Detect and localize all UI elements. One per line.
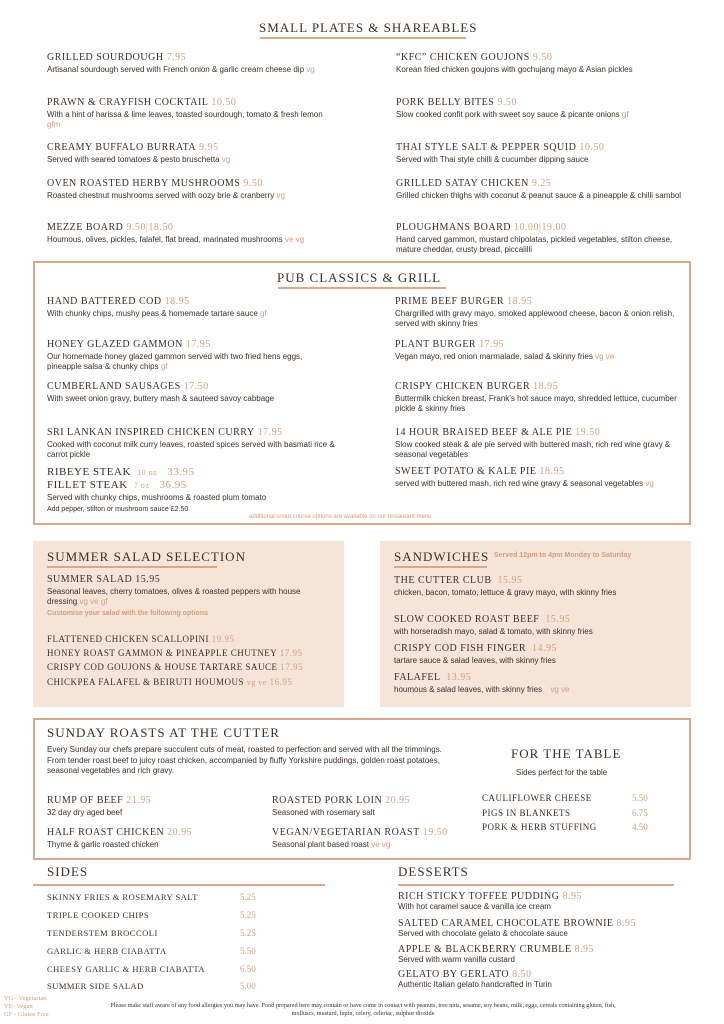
desserts-underline bbox=[398, 884, 674, 886]
sunday-roasts-intro: Every Sunday our chefs prepare succulent cuts of meat, roasted to perfection and served with all the trimmings. From tender roast beef to juicy roast chicken, accompanied by fluffy Yorkshire puddings, golden roast potatoes, seasonal vegetables and rich gravy. bbox=[47, 745, 442, 775]
menu-item: PLANT BURGER 17.95 Vegan mayo, red onion marmalade, salad & skinny fries vg ve bbox=[395, 339, 615, 361]
salad-item: SUMMER SALAD 15.95 Seasonal leaves, cherry tomatoes, olives & roasted peppers with house dressing vg ve gf Customise your salad with the following options bbox=[47, 574, 317, 617]
for-the-table-sub: Sides perfect for the table bbox=[516, 768, 608, 777]
menu-item: PLOUGHMANS BOARD 10.00|19.00 Hand carved gammon, mustard chipolatas, pickled vegetables, stilton cheese, mature cheddar, crusty bread, piccalilli bbox=[396, 222, 673, 254]
menu-item: PRAWN & CRAYFISH COCKTAIL 10.50 With a hint of harissa & lime leaves, toasted sourdough, tomato & fresh lemon gfm bbox=[47, 97, 323, 129]
side-item: TENDERSTEM BROCCOLI bbox=[47, 928, 158, 938]
sandwich-item: FALAFEL 13.95 houmous & salad leaves, with skinny fries vg ve bbox=[394, 672, 570, 694]
menu-item: OVEN ROASTED HERBY MUSHROOMS 9.50 Roasted chestnut mushrooms served with oozy brie & cranberry vg bbox=[47, 178, 285, 200]
sandwiches-underline bbox=[394, 566, 487, 568]
summer-salad-underline bbox=[47, 566, 217, 568]
for-the-table-title: FOR THE TABLE bbox=[511, 746, 622, 761]
sandwich-item: THE CUTTER CLUB 15.95 chicken, bacon, tomato, lettuce & gravy mayo, with skinny fries bbox=[394, 575, 617, 597]
sandwich-item: CRISPY COD FISH FINGER 14.95 tartare sauce & salad leaves, with skinny fries bbox=[394, 643, 558, 665]
menu-item: GRILLED SOURDOUGH 7.95 Artisanal sourdough served with French onion & garlic cream cheese dip vg bbox=[47, 52, 315, 74]
side-item: GARLIC & HERB CIABATTA bbox=[47, 946, 167, 956]
sandwiches-title: SANDWICHES bbox=[394, 549, 490, 564]
side-item: CHEESY GARLIC & HERB CIABATTA bbox=[47, 964, 206, 974]
dessert-item: APPLE & BLACKBERRY CRUMBLE 8.95 Served with warm vanilla custard bbox=[398, 944, 594, 964]
roast-item: ROASTED PORK LOIN 20.95 Seasoned with rosemary salt bbox=[272, 795, 411, 817]
menu-item: HAND BATTERED COD 18.95 With chunky chips, mushy peas & homemade tartare sauce gf bbox=[47, 296, 267, 318]
pub-classics-underline bbox=[278, 287, 446, 289]
table-side-price: 4.50 bbox=[632, 822, 648, 832]
dietary-legend: VG - Vegetarian VE- Vegan GF - Gluten Free bbox=[4, 995, 49, 1018]
pub-classics-footer-note: additional snout course options are available on our restaurant menu bbox=[249, 514, 432, 520]
table-side-item: PORK & HERB STUFFING bbox=[482, 822, 597, 832]
salad-option: HONEY ROAST GAMMON & PINEAPPLE CHUTNEY 17.95 bbox=[47, 648, 303, 658]
steak-desc: Served with chunky chips, mushrooms & roasted plum tomato bbox=[47, 493, 267, 502]
menu-item: SRI LANKAN INSPIRED CHICKEN CURRY 17.95 Cooked with coconut milk curry leaves, roasted spices served with basmati rice & carrot pickle bbox=[47, 427, 335, 459]
table-side-item: CAULIFLOWER CHEESE bbox=[482, 793, 592, 803]
roast-item: VEGAN/VEGETARIAN ROAST 19.50 Seasonal plant based roast ve vg bbox=[272, 827, 448, 849]
menu-item: PORK BELLY BITES 9.50 Slow cooked confit pork with sweet soy sauce & picante onions gf bbox=[396, 97, 629, 119]
menu-item: “KFC” CHICKEN GOUJONS 9.50 Korean fried chicken goujons with gochujang mayo & Asian pickles bbox=[396, 52, 633, 74]
table-side-item: PIGS IN BLANKETS bbox=[482, 808, 571, 818]
menu-item: CREAMY BUFFALO BURRATA 9.95 Served with seared tomatoes & pesto bruschetta vg bbox=[47, 142, 231, 164]
menu-item: MEZZE BOARD 9.50|18.50 Houmous, olives, pickles, falafel, flat bread, marinated mushrooms ve vg bbox=[47, 222, 305, 244]
sunday-roasts-title: SUNDAY ROASTS AT THE CUTTER bbox=[47, 725, 280, 740]
sandwiches-note: Served 12pm to 4pm Monday to Saturday bbox=[494, 552, 632, 559]
table-side-price: 5.50 bbox=[632, 793, 648, 803]
sides-title: SIDES bbox=[47, 864, 89, 879]
small-plates-underline bbox=[260, 37, 466, 39]
small-plates-title: SMALL PLATES & SHAREABLES bbox=[259, 20, 478, 35]
allergen-note: Please make staff aware of any food allergies you may have. Food prepared here may contain or have come in contact with peanuts, tree nuts, sesame, soy beans, milk, eggs, cereals containing gluten, fish, molluscs, mustard, lupin, celery, celeriac, sulphur dioxide bbox=[110, 1002, 616, 1017]
menu-item: THAI STYLE SALT & PEPPER SQUID 10.50 Served with Thai style chilli & cucumber dipping sauce bbox=[396, 142, 605, 164]
sandwich-item: SLOW COOKED ROAST BEEF 15.95 with horseradish mayo, salad & tomato, with skinny fries bbox=[394, 614, 593, 636]
menu-item: GRILLED SATAY CHICKEN 9.25 Grilled chicken thighs with coconut & peanut sauce & a pineapple & chilli sambol bbox=[396, 178, 682, 200]
sides-underline bbox=[33, 884, 325, 886]
menu-item: 14 HOUR BRAISED BEEF & ALE PIE 19.50 Slow cooked steak & ale pie served with buttered mash, rich red wine gravy & seasonal vegetables bbox=[395, 427, 671, 459]
side-price: 5.25 bbox=[240, 910, 256, 920]
summer-salad-title: SUMMER SALAD SELECTION bbox=[47, 549, 246, 564]
dessert-item: RICH STICKY TOFFEE PUDDING 8.95 With hot caramel sauce & vanilla ice cream bbox=[398, 891, 582, 911]
desserts-title: DESSERTS bbox=[398, 864, 469, 879]
side-price: 5.50 bbox=[240, 946, 256, 956]
dessert-item: SALTED CARAMEL CHOCOLATE BROWNIE 8.95 Served with chocolate gelato & chocolate sauce bbox=[398, 918, 637, 938]
pub-classics-title: PUB CLASSICS & GRILL bbox=[277, 270, 442, 285]
menu-item: CUMBERLAND SAUSAGES 17.50 With sweet onion gravy, buttery mash & sauteed savoy cabbage bbox=[47, 381, 275, 403]
side-price: 5.25 bbox=[240, 892, 256, 902]
steak-item: RIBEYE STEAK 10 oz 33.95 FILLET STEAK 7 oz 36.95 Served with chunky chips, mushrooms & roasted plum tomato Add pepper, stilton or mushroom sauce £2.50 bbox=[47, 466, 347, 515]
customise-note: Customise your salad with the following options bbox=[47, 610, 209, 617]
side-item: SKINNY FRIES & ROSEMARY SALT bbox=[47, 892, 198, 902]
menu-item: SWEET POTATO & KALE PIE 18.95 served with buttered mash, rich red wine gravy & seasonal vegetables vg bbox=[395, 466, 654, 488]
side-item: SUMMER SIDE SALAD bbox=[47, 981, 144, 991]
table-side-price: 6.75 bbox=[632, 808, 648, 818]
side-price: 5.25 bbox=[240, 928, 256, 938]
salad-option: FLATTENED CHICKEN SCALLOPINI 19.95 bbox=[47, 634, 235, 644]
menu-item: CRISPY CHICKEN BURGER 18.95 Buttermilk chicken breast, Frank’s hot sauce mayo, shredded lettuce, cucumber pickle & skinny fries bbox=[395, 381, 677, 413]
roast-item: HALF ROAST CHICKEN 20.95 Thyme & garlic roasted chicken bbox=[47, 827, 193, 849]
side-price: 5.00 bbox=[240, 981, 256, 991]
menu-item: PRIME BEEF BURGER 18.95 Chargrilled with gravy mayo, smoked applewood cheese, bacon & onion relish, served with skinny fries bbox=[395, 296, 675, 328]
salad-option: CRISPY COD GOUJONS & HOUSE TARTARE SAUCE 17.95 bbox=[47, 662, 304, 672]
side-item: TRIPLE COOKED CHIPS bbox=[47, 910, 150, 920]
dessert-item: GELATO BY GERLATO 8.50 Authentic Italian gelato handcrafted in Turin bbox=[398, 969, 552, 989]
side-price: 6.50 bbox=[240, 964, 256, 974]
steak-addon: Add pepper, stilton or mushroom sauce £2.50 bbox=[47, 506, 189, 513]
salad-option: CHICKPEA FALAFEL & BEIRUTI HOUMOUS vg ve 16.95 bbox=[47, 677, 293, 687]
roast-item: RUMP OF BEEF 21.95 32 day dry aged beef bbox=[47, 795, 152, 817]
menu-item: HONEY GLAZED GAMMON 17.95 Our homemade honey glazed gammon served with two fried hens eggs, pineapple salsa & chunky chips gf bbox=[47, 339, 303, 371]
